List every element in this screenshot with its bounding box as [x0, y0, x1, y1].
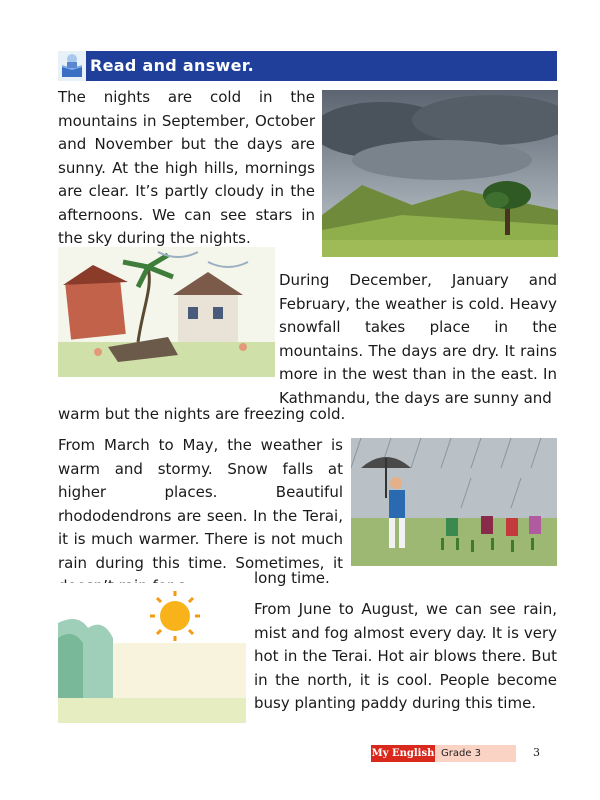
paragraph-spring: From March to May, the weather is warm and stormy. Snow falls at higher places. Beautiful rhododendrons are seen. In the Terai, it is much warmer. There is not much rain during this time. Sometimes, it: [58, 436, 343, 572]
paragraph-spring-continued: long time.: [254, 569, 330, 587]
page-number: 3: [533, 746, 540, 759]
section-header: [58, 51, 557, 81]
footer-bar: [371, 745, 516, 762]
rain-paddy-planting-illustration: [351, 438, 557, 566]
book-reader-icon: [58, 51, 86, 81]
hot-sun-illustration: [58, 583, 246, 723]
storm-houses-illustration: [58, 247, 275, 377]
paragraph-summer: From June to August, we can see rain, mist and fog almost every day. It is very hot in the Terai. Hot air blows there. But in the north, it is cool. People become busy planting paddy during this time.: [254, 600, 557, 712]
footer-grade: Grade 3: [441, 748, 482, 759]
paragraph-autumn: The nights are cold in the mountains in September, October and November but the days are sunny. At the high hills, mornings are clear. It’s partly cloudy in the afternoons. We can see stars in the sky during the nights.: [58, 88, 315, 247]
footer-brand: My English: [371, 745, 435, 762]
paragraph-winter: During December, January and February, the weather is cold. Heavy snowfall takes place in the mountains. The days are dry. It rains more in the west than in the east. In Kathmandu, the days are sunny and: [279, 271, 557, 407]
cloudy-hills-illustration: [322, 90, 558, 257]
paragraph-winter-continued: warm but the nights are freezing cold.: [58, 405, 346, 423]
section-title: Read and answer.: [90, 56, 255, 75]
